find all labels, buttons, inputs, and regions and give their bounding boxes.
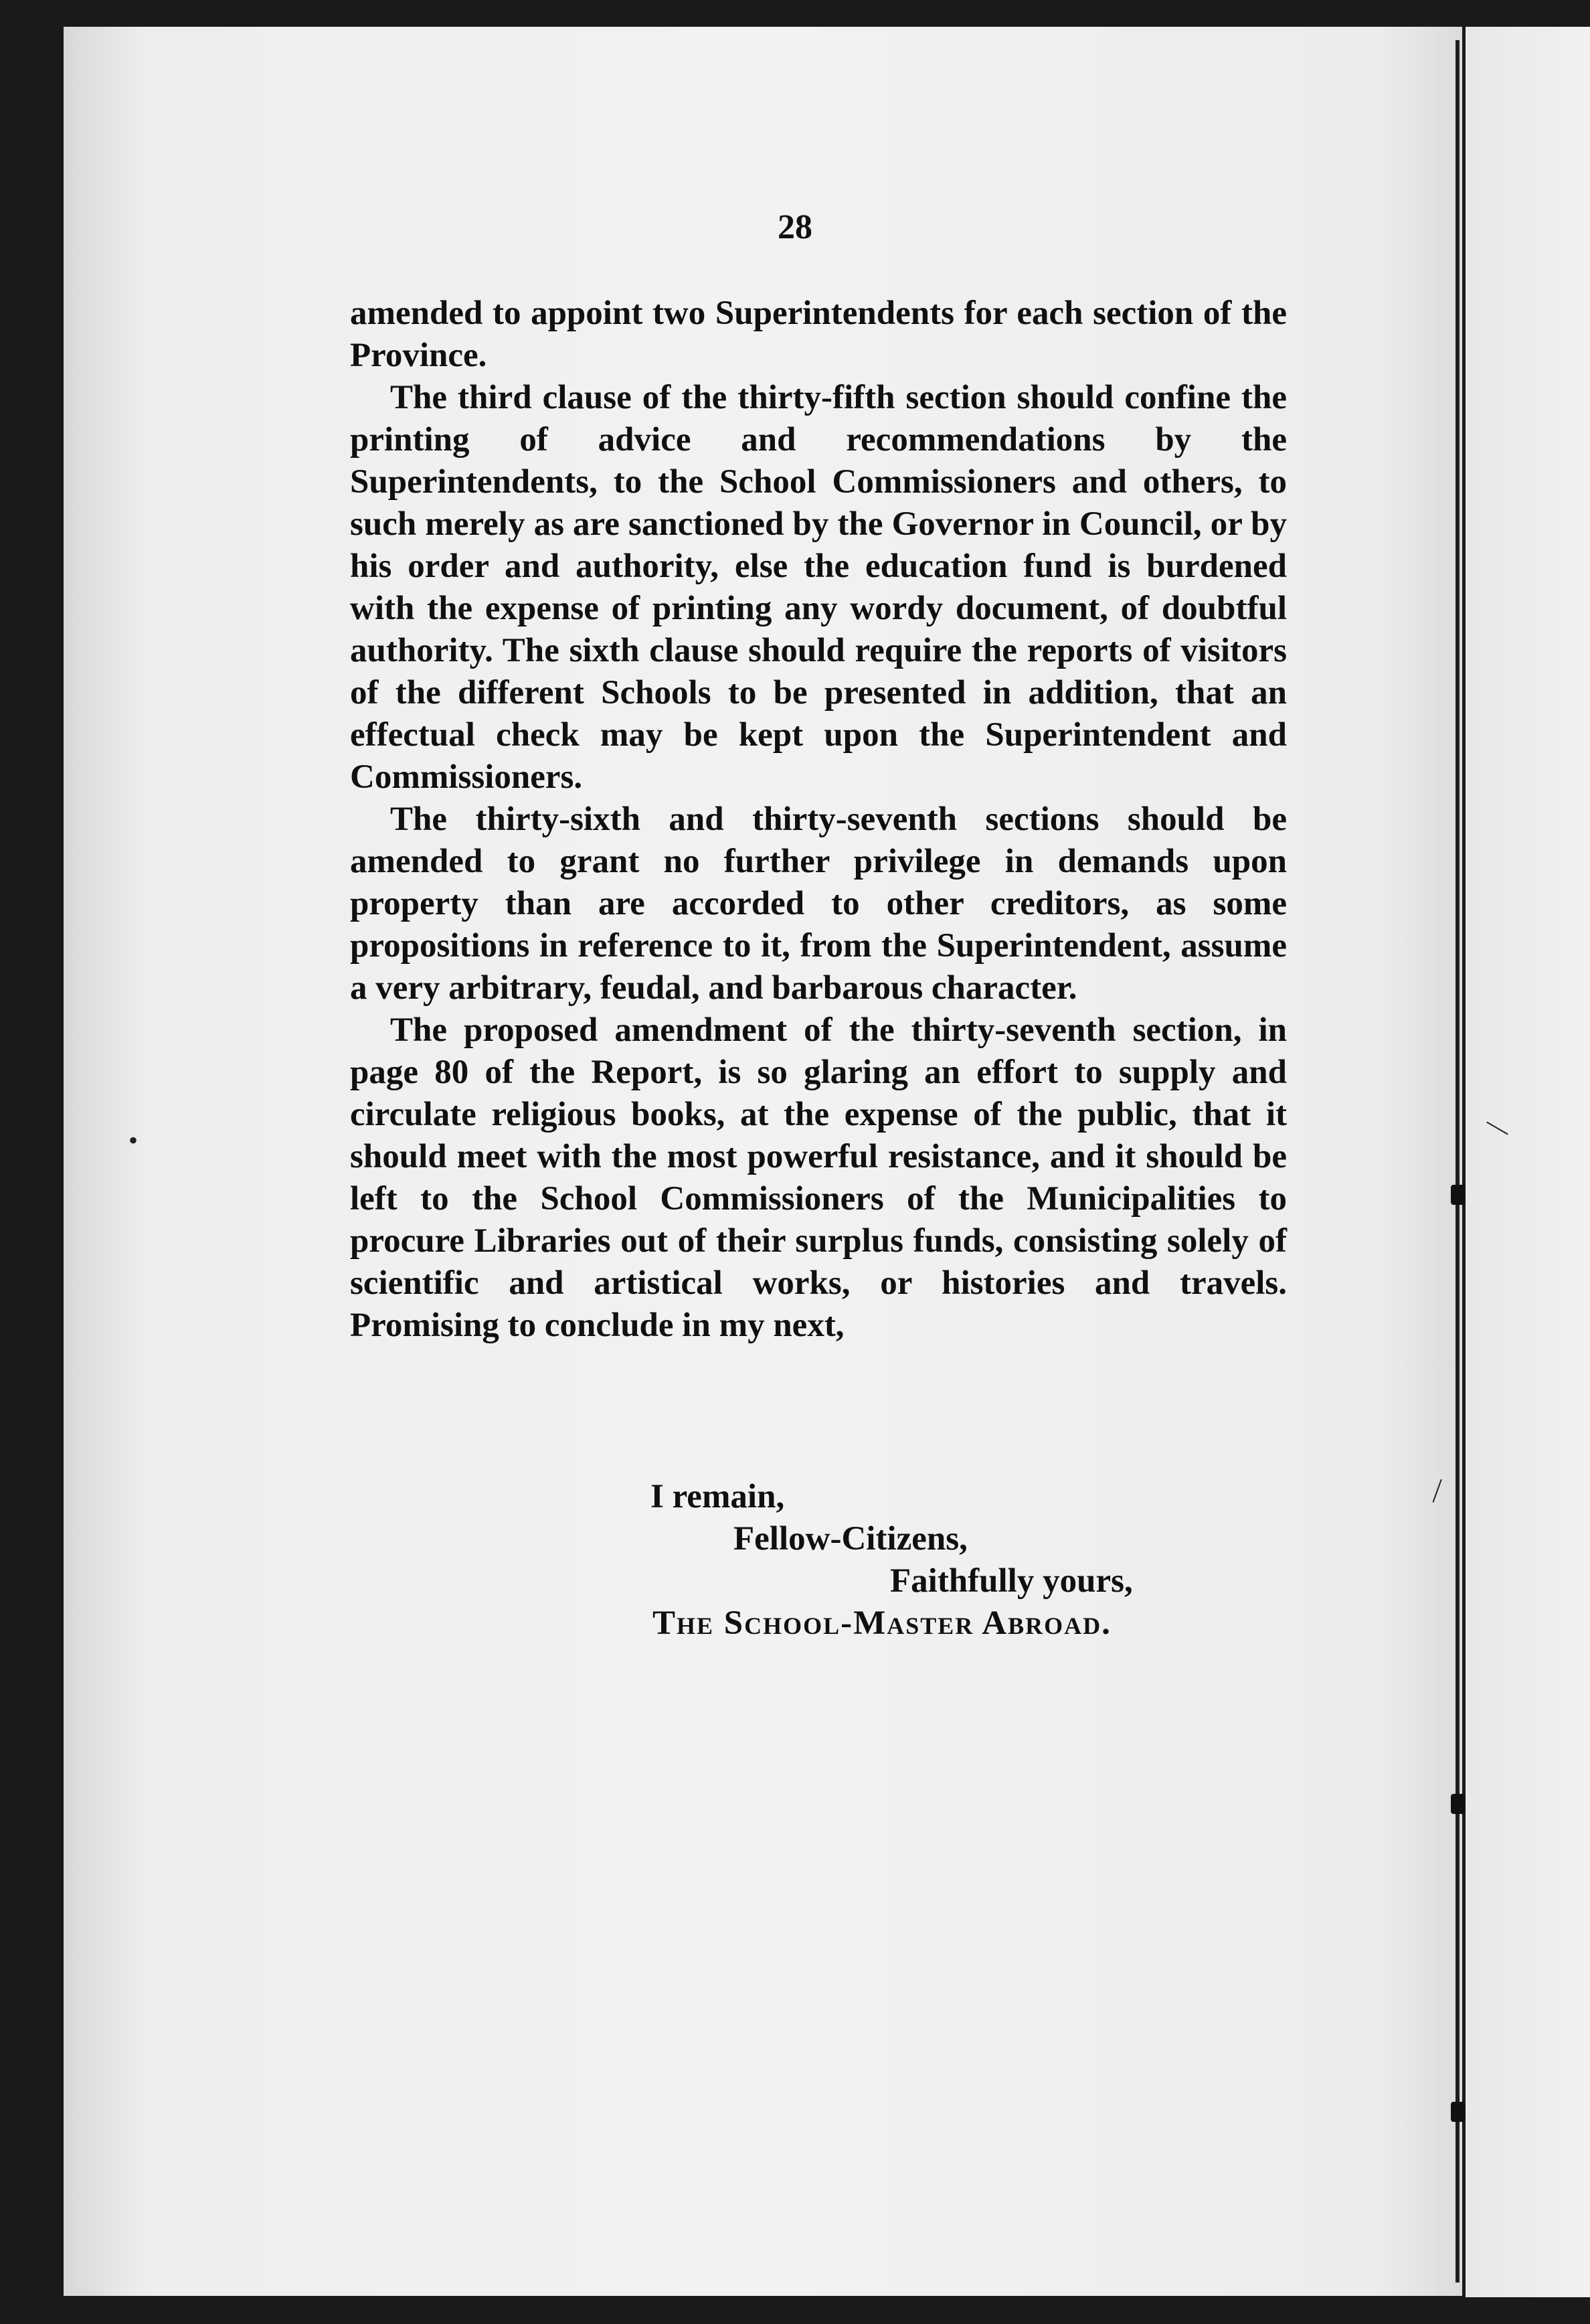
closing-salutation: Fellow-Citizens, xyxy=(733,1520,968,1558)
closing-valediction: Faithfully yours, xyxy=(890,1562,1133,1600)
page-number: 28 xyxy=(778,208,812,246)
binding-tab xyxy=(1451,1794,1466,1814)
paragraph: The thirty-sixth and thirty-seventh sections should be amended to grant no further privilege in demands upon property than are accorded to other creditors, as some propositions in reference to it, from the Superintendent, assume a very arbitrary, feudal, and barbarous character. xyxy=(350,801,1287,1007)
closing-signature: The School-Master Abroad. xyxy=(652,1604,1112,1642)
body-text xyxy=(350,293,1287,1347)
page-fold-line xyxy=(1455,40,1460,2282)
paragraph: The third clause of the thirty-fifth section should confine the printing of advice and recommendations by the Superintendents, to the School Commissioners and others, to such merely as are sanctioned by the Governor in Council, or by his order and authority, else the education fund is burdened with the expense of printing any wordy document, of doubtful authority. The sixth clause should require the reports of visitors of the different Schools to be presented in addition, that an effectual check may be kept upon the Superintendent and Commissioners. xyxy=(350,379,1287,796)
paragraph: amended to appoint two Superintendents for each section of the Province. xyxy=(350,295,1287,374)
binding-tab xyxy=(1451,2102,1466,2122)
margin-tick: | xyxy=(1480,1116,1510,1137)
binding-tab xyxy=(1451,1185,1466,1205)
closing-remain: I remain, xyxy=(650,1478,785,1515)
facing-page-edge xyxy=(1466,27,1590,2297)
paragraph: The proposed amendment of the thirty-seventh section, in page 80 of the Report, is so glaring an effort to supply and circulate religious books, at the expense of the public, that it should meet with the most powerful resistance, and it should be left to the School Commissioners of the Municipalities to procure Libraries out of their surplus funds, consisting solely of scientific and artistical works, or histories and travels. Promising to conclude in my next, xyxy=(350,1011,1287,1344)
margin-tick: | xyxy=(1430,1473,1446,1504)
margin-dot: • xyxy=(128,1125,139,1155)
